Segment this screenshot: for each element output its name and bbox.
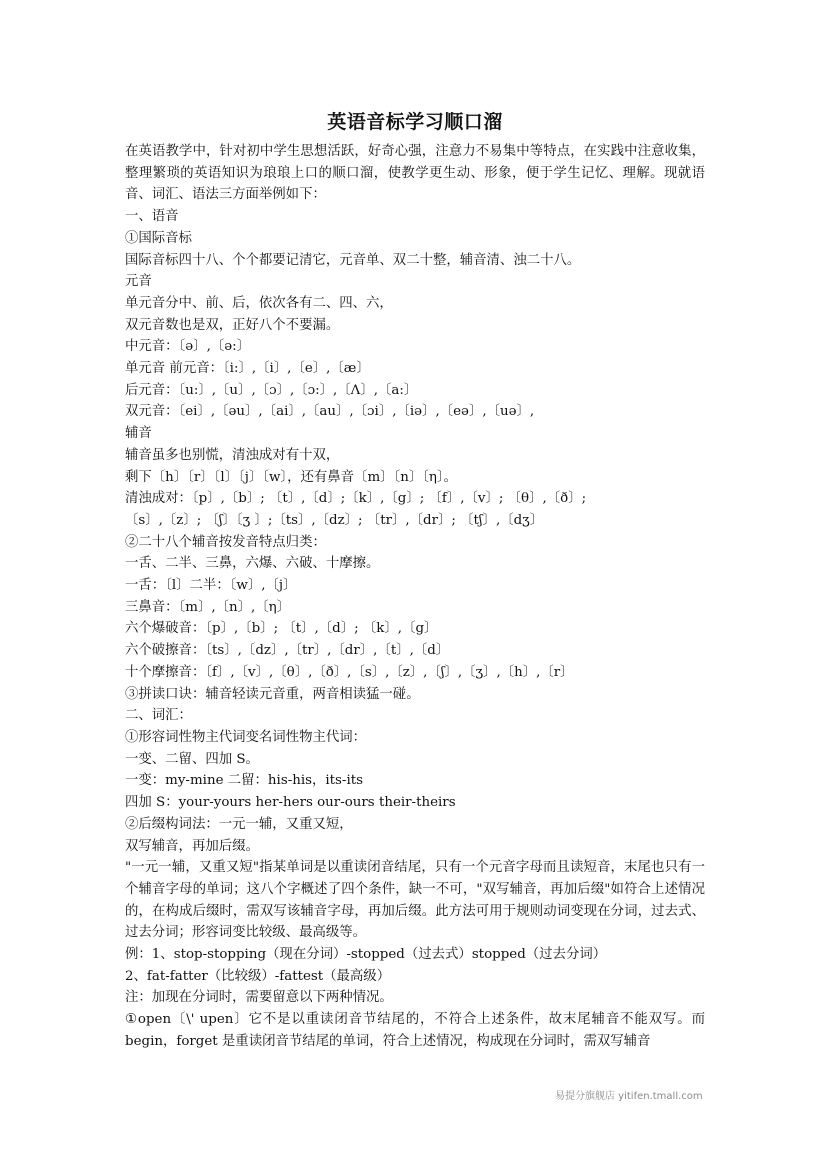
text-line: ②二十八个辅音按发音特点归类： [125,534,326,550]
document-page [125,108,705,1053]
phonetics-section [125,206,705,857]
text-line: 一舌、二半、三鼻，六爆、六破、十摩擦。 [125,556,380,572]
text-line: 一舌：〔l〕二半：〔w〕,〔j〕 [125,578,297,594]
example-line: 注：加现在分词时，需要留意以下两种情况。 [125,990,393,1006]
text-line: 辅音虽多也别慌，清浊成对有十双， [125,447,340,463]
text-line: 一变、二留、四加 S。 [125,751,259,767]
text-line: 二、词汇： [125,708,192,724]
text-line: 清浊成对：〔p〕,〔b〕; 〔t〕,〔d〕;〔k〕,〔g〕; 〔f〕,〔v〕; 〔θ〕,〔ð〕; [125,491,587,507]
text-line: 〔s〕,〔z〕; 〔ʃ〕〔ʒ 〕;〔ts〕,〔dz〕; 〔tr〕,〔dr〕; 〔tʃ〕,〔dʒ〕 [125,512,544,528]
explanation-paragraph: "一元一辅，又重又短"指某单词是以重读闭音结尾，只有一个元音字母而且读短音，末尾也只有一个辅音字母的单词；这八个字概述了四个条件，缺一不可，"双写辅音，再加后缀"如符合上述情况的，在构成后缀时，需双写该辅音字母，再加后缀。此方法可用于规则动词变现在分词，过去式、过去分词；形容词变比较级、最高级等。 [125,860,705,941]
text-line: 双元音数也是双，正好八个不要漏。 [125,317,340,333]
examples-section [125,944,705,1009]
text-line: ①形容词性物主代词变名词性物主代词： [125,729,367,745]
text-line: 一变：my-mine 二留：his-his，its-its [125,773,363,789]
text-line: 单元音分中、前、后，依次各有二、四、六， [125,295,393,311]
text-line: 后元音：〔u:〕,〔u〕,〔ɔ〕,〔ɔ:〕,〔Λ〕,〔a:〕 [125,382,418,398]
text-line: ②后缀构词法：一元一辅，又重又短， [125,816,353,832]
example-line: 2、fat-fatter（比较级）-fattest（最高级） [125,968,391,984]
text-line: 双元音：〔ei〕,〔əu〕,〔ai〕,〔au〕,〔ɔi〕,〔iə〕,〔eə〕,〔uə〕, [125,404,535,420]
text-line: 元音 [125,274,152,290]
example-line: 例：1、stop-stopping（现在分词）-stopped（过去式）stopped（过去分词） [125,947,607,963]
text-line: 剩下〔h〕〔r〕〔l〕〔j〕〔w〕，还有鼻音〔m〕〔n〕〔η〕。 [125,469,458,485]
text-line: 双写辅音，再加后缀。 [125,838,259,854]
text-line: 国际音标四十八、个个都要记清它，元音单、双二十整，辅音清、浊二十八。 [125,252,581,268]
document-title: 英语音标学习顺口溜 [327,111,503,133]
text-line: ③拼读口诀：辅音轻读元音重，两音相读猛一碰。 [125,686,420,702]
text-line: 六个破擦音：〔ts〕,〔dz〕,〔tr〕,〔dr〕,〔t〕,〔d〕 [125,643,450,659]
text-line: 单元音 前元音：〔i:〕,〔i〕,〔e〕,〔æ〕 [125,361,370,377]
text-line: 一、语音 [125,209,179,225]
text-line: 四加 S：your-yours her-hers our-ours their-theirs [125,795,456,811]
final-paragraph: ①open〔\' upen〕它不是以重读闭音节结尾的，不符合上述条件，故末尾辅音不能双写。而begin，forget 是重读闭音节结尾的单词，符合上述情况，构成现在分词时，需双写辅音 [125,1012,705,1049]
intro-paragraph: 在英语教学中，针对初中学生思想活跃，好奇心强，注意力不易集中等特点，在实践中注意收集，整理繁琐的英语知识为琅琅上口的顺口溜，使教学更生动、形象，便于学生记忆、理解。现就语音、词汇、语法三方面举例如下： [125,144,705,203]
text-line: 三鼻音：〔m〕,〔n〕,〔η〕 [125,599,291,615]
text-line: 六个爆破音：〔p〕,〔b〕; 〔t〕,〔d〕; 〔k〕,〔g〕 [125,621,438,637]
text-line: 中元音：〔ə〕,〔ə:〕 [125,339,251,355]
footer-watermark: 易提分旗舰店 yitifen.tmall.com [555,1091,703,1102]
text-line: ①国际音标 [125,230,192,246]
text-line: 辅音 [125,426,152,442]
text-line: 十个摩擦音：〔f〕,〔v〕,〔θ〕,〔ð〕,〔s〕,〔z〕,〔ʃ〕,〔ʒ〕,〔h〕,〔r〕 [125,664,574,680]
